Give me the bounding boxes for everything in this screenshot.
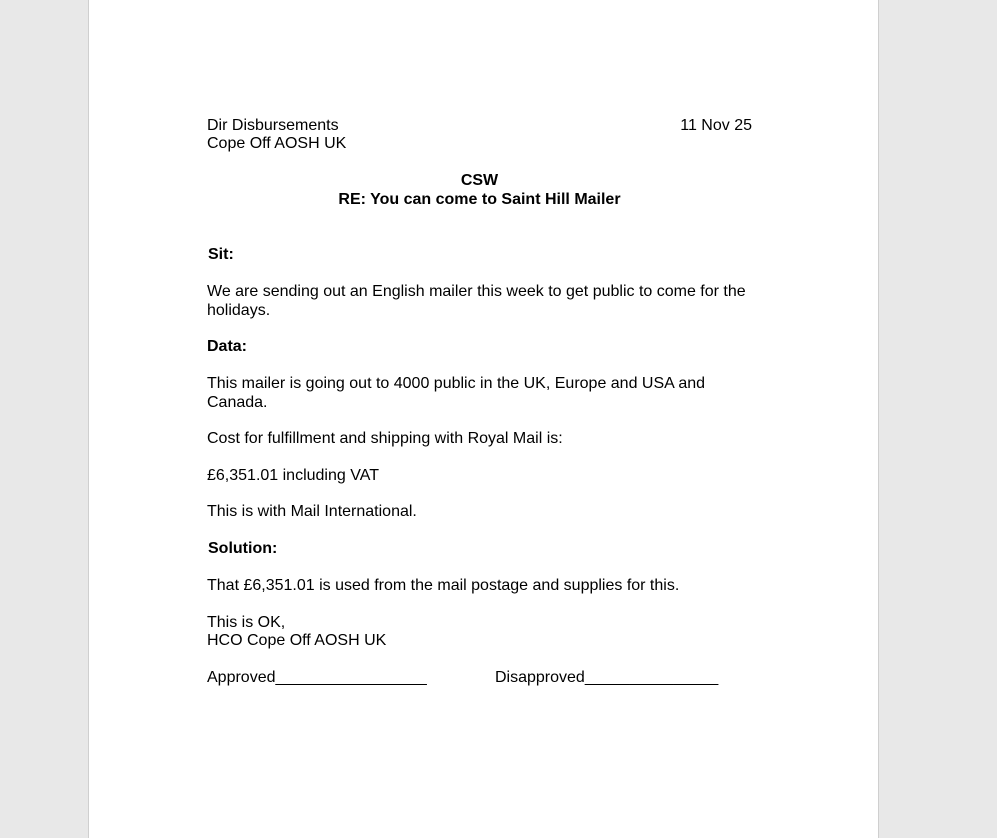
- sit-paragraph: We are sending out an English mailer this week to get public to come for the holidays.: [207, 283, 746, 319]
- data-paragraph-2: Cost for fulfillment and shipping with Royal Mail is:: [207, 430, 563, 447]
- document-type-title: CSW: [460, 172, 499, 189]
- data-heading: Data:: [207, 338, 248, 355]
- disapproved-signature-line: Disapproved_______________: [495, 669, 719, 686]
- sit-heading: Sit:: [208, 246, 234, 263]
- data-paragraph-4: This is with Mail International.: [207, 503, 417, 520]
- solution-paragraph: That £6,351.01 is used from the mail postage and supplies for this.: [207, 577, 680, 594]
- closing-line-1: This is OK,: [207, 614, 286, 631]
- document-date: 11 Nov 25: [680, 117, 752, 134]
- closing-line-2: HCO Cope Off AOSH UK: [207, 632, 387, 649]
- from-line-1: Dir Disbursements: [207, 117, 339, 134]
- data-paragraph-3: £6,351.01 including VAT: [207, 467, 379, 484]
- approved-signature-line: Approved_________________: [207, 669, 427, 686]
- from-line-2: Cope Off AOSH UK: [207, 135, 347, 152]
- data-paragraph-1: This mailer is going out to 4000 public in the UK, Europe and USA and Canada.: [207, 375, 706, 411]
- solution-heading: Solution:: [208, 540, 278, 557]
- document-subject: RE: You can come to Saint Hill Mailer: [338, 191, 621, 208]
